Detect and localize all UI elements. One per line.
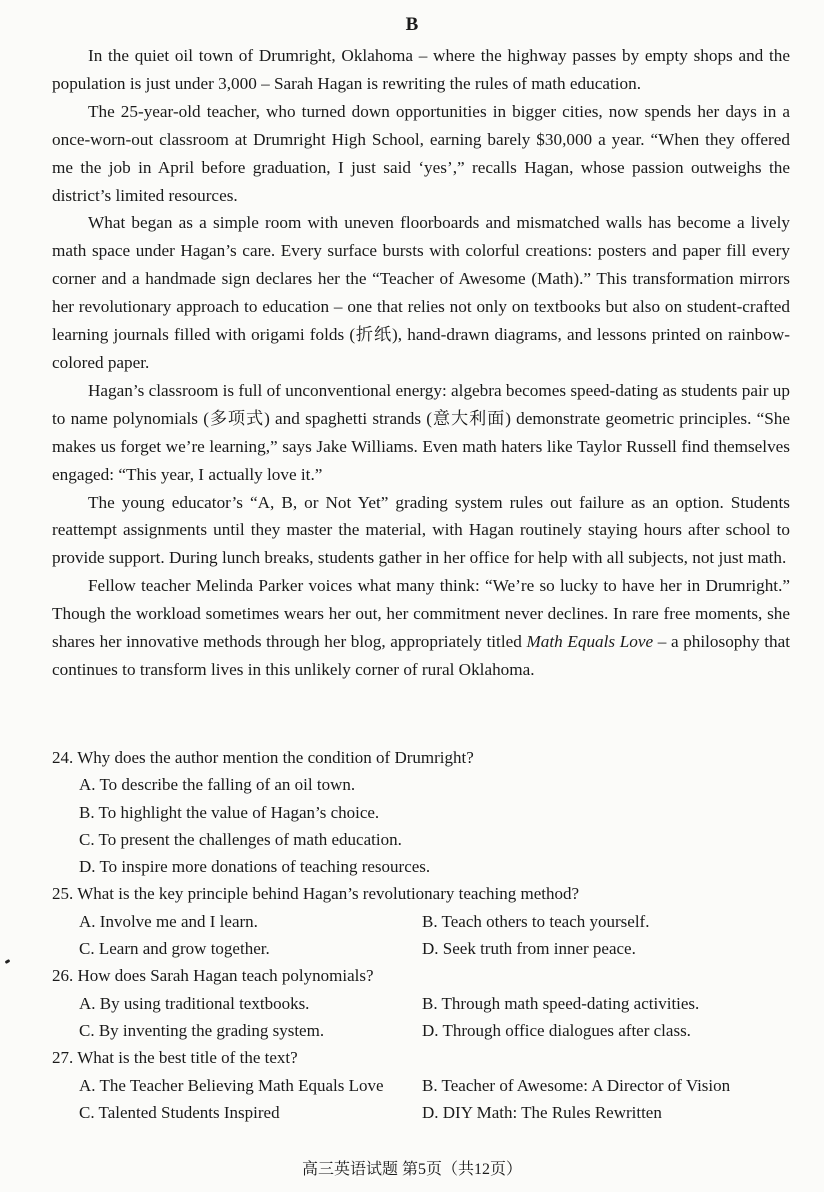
paragraph-6-text-before: Fellow teacher Melinda Parker voices what many think: “We’re so lucky to have her in Drumright.” Though the workload sometimes wears her out, her commitment never declines. In rare free moments, she shares her innovative methods through her blog, appropriately titled [52, 576, 790, 652]
question-25-option-c: C. Learn and grow together. [79, 939, 270, 959]
reading-passage [52, 42, 790, 684]
paragraph-2: The 25-year-old teacher, who turned down opportunities in bigger cities, now spends her days in a once-worn-out classroom at Drumright High School, earning barely $30,000 a year. “When they offered me the job in April before graduation, I just said ‘yes’,” recalls Hagan, whose passion outweighs the district’s limited resources. [52, 101, 790, 205]
pen-mark [5, 959, 11, 964]
question-27-option-d: D. DIY Math: The Rules Rewritten [422, 1102, 662, 1122]
question-24-option-d: D. To inspire more donations of teaching resources. [79, 857, 431, 877]
question-27-stem: 27. What is the best title of the text? [52, 1048, 298, 1068]
question-24-option-a: A. To describe the falling of an oil town. [79, 775, 356, 795]
question-25-option-b: B. Teach others to teach yourself. [422, 911, 650, 931]
paragraph-5: The young educator’s “A, B, or Not Yet” grading system rules out failure as an option. Students reattempt assignments until they master the material, with Hagan routinely staying hours after school to provide support. During lunch breaks, students gather in her office for help with all subjects, not just math. [52, 492, 790, 568]
question-26-option-a: A. By using traditional textbooks. [79, 993, 310, 1013]
question-27-row-2 [52, 1099, 790, 1126]
question-26 [52, 962, 790, 1044]
question-26-row-1 [52, 990, 790, 1017]
paragraph-1: In the quiet oil town of Drumright, Oklahoma – where the highway passes by empty shops and the population is just under 3,000 – Sarah Hagan is rewriting the rules of math education. [52, 46, 790, 93]
question-27-option-b: B. Teacher of Awesome: A Director of Vision [422, 1075, 731, 1095]
question-27-option-a: A. The Teacher Believing Math Equals Love [79, 1075, 384, 1095]
question-24-option-c: C. To present the challenges of math education. [79, 829, 402, 849]
question-25-row-1 [52, 908, 790, 935]
question-26-stem: 26. How does Sarah Hagan teach polynomials? [52, 966, 374, 986]
blog-title: Math Equals Love [526, 632, 654, 652]
paragraph-4: Hagan’s classroom is full of unconventional energy: algebra becomes speed-dating as students pair up to name polynomials (多项式) and spaghetti strands (意大利面) demonstrate geometric principles. “She makes us forget we’re learning,” says Jake Williams. Even math haters like Taylor Russell find themselves engaged: “This year, I actually love it.” [52, 380, 790, 484]
paragraph-6 [52, 572, 790, 684]
question-27 [52, 1044, 790, 1126]
question-26-row-2 [52, 1017, 790, 1044]
question-26-option-c: C. By inventing the grading system. [79, 1020, 325, 1040]
question-25-option-a: A. Involve me and I learn. [79, 911, 258, 931]
paragraph-3: What began as a simple room with uneven floorboards and mismatched walls has become a lively math space under Hagan’s care. Every surface bursts with colorful creations: posters and paper fill every corner and a handmade sign declares her the “Teacher of Awesome (Math).” This transformation mirrors her revolutionary approach to education – one that relies not only on textbooks but also on student-crafted learning journals filled with origami folds (折纸), hand-drawn diagrams, and lessons printed on rainbow-colored paper. [52, 213, 790, 372]
question-26-option-b: B. Through math speed-dating activities. [422, 993, 700, 1013]
question-26-option-d: D. Through office dialogues after class. [422, 1020, 691, 1040]
question-24 [52, 744, 790, 880]
question-27-option-c: C. Talented Students Inspired [79, 1102, 280, 1122]
question-25-stem: 25. What is the key principle behind Hagan’s revolutionary teaching method? [52, 884, 580, 904]
page-footer: 高三英语试题 第5页（共12页） [301, 1161, 522, 1178]
question-24-option-b: B. To highlight the value of Hagan’s choice. [79, 802, 380, 822]
question-24-stem: 24. Why does the author mention the condition of Drumright? [52, 748, 474, 767]
section-label: B [405, 14, 419, 35]
question-list [52, 744, 790, 1126]
question-27-row-1 [52, 1072, 790, 1099]
question-25 [52, 880, 790, 962]
paragraph-6-text-after: – a philosophy that continues to transform lives in this unlikely corner of rural Oklahoma. [52, 632, 790, 679]
question-25-row-2 [52, 935, 790, 962]
question-25-option-d: D. Seek truth from inner peace. [422, 939, 636, 959]
